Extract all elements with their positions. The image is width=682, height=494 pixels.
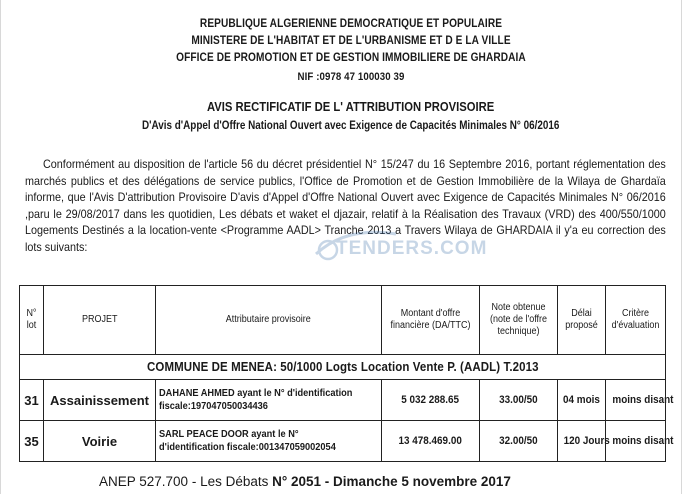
table-header-row	[20, 286, 666, 355]
attributaire-cell	[156, 380, 382, 421]
notice-body-text	[25, 156, 666, 255]
delai-value: 120 Jours	[563, 435, 610, 447]
header-nif: NIF :0978 47 100030 39	[297, 71, 405, 83]
delai-value: 04 mois	[563, 394, 600, 406]
commune-row	[20, 355, 666, 380]
projet-name: Assainissement	[44, 380, 156, 421]
montant-cell	[382, 380, 480, 421]
note-cell	[480, 380, 558, 421]
commune-label: COMMUNE DE MENEA: 50/1000 Logts Location Vente P. (AADL) T.2013	[146, 360, 539, 374]
lot-number: 35	[20, 421, 44, 462]
attributaire-line2: fiscale:197047050034436	[159, 400, 268, 412]
note-value: 33.00/50	[499, 394, 538, 406]
col-header-note: Note obtenue (note de l'offre technique)	[480, 286, 558, 355]
lots-table	[19, 285, 674, 462]
notice-subtitle	[41, 120, 661, 132]
attributaire-cell	[156, 421, 382, 462]
table-row	[20, 421, 666, 462]
montant-value: 13 478.469.00	[398, 435, 463, 447]
table-row	[20, 380, 666, 421]
header-line-republic: REPUBLIQUE ALGERIENNE DEMOCRATIQUE ET POPULAIRE	[199, 18, 503, 30]
commune-cell	[20, 355, 666, 380]
header-line-ministry: MINISTERE DE L'HABITAT ET DE L'URBANISME ET D E LA VILLE	[191, 35, 511, 47]
footer-source: ANEP 527.700 - Les Débats	[99, 474, 269, 489]
col-header-critere: Critère d'évaluation	[606, 286, 666, 355]
delai-cell	[558, 421, 610, 462]
footer-issue: N° 2051 - Dimanche 5 novembre 2017	[272, 474, 511, 489]
col-header-attributaire: Attributaire provisoire	[156, 286, 382, 355]
header-line-office: OFFICE DE PROMOTION ET DE GESTION IMMOBILIERE DE GHARDAIA	[176, 52, 526, 64]
notice-subtitle-text: D'Avis d'Appel d'Offre National Ouvert avec Exigence de Capacités Minimales N° 06/2016	[142, 120, 560, 132]
critere-value: moins disant	[612, 435, 674, 447]
col-header-projet: PROJET	[44, 286, 156, 355]
note-value: 32.00/50	[499, 435, 538, 447]
watermark-text: TENDERS.COM	[336, 238, 488, 259]
lot-number: 31	[20, 380, 44, 421]
attributaire-line1: SARL PEACE DOOR ayant le N°	[159, 428, 299, 440]
critere-value: moins disant	[612, 394, 674, 406]
attributaire-line1: DAHANE AHMED ayant le N° d'identification	[159, 387, 353, 399]
montant-cell	[382, 421, 480, 462]
critere-cell	[606, 421, 674, 462]
projet-name: Voirie	[44, 421, 156, 462]
critere-cell	[606, 380, 674, 421]
attributaire-line2: d'identification fiscale:001347059002054	[159, 441, 336, 453]
notice-title	[41, 100, 661, 114]
delai-cell	[558, 380, 606, 421]
col-header-lot: N° lot	[20, 286, 44, 355]
notice-body-content: Conformément au disposition de l'article 56 du décret présidentiel N° 15/247 du 16 Septembre 2016, portant réglementation des marchés publics et des délégations de service publics, l'Office de Promotion et de Gestion Immobilière de la Wilaya de Ghardaïa informe, que l'Avis D'attribution Provisoire D'avis d'Appel d'Offre National Ouvert avec Exigence de Capacités Minimales N° 06/2016 ,paru le 29/08/2017 dans les quotidien, Les débats et waket el djazair, relatif à la Réalisation des Travaux (VRD) des 400/550/1000 Logements Destinés a la location-vente <Programme AADL> Tranche 2013 a Travers Wilaya de GHARDAIA il y'a eu correction des lots suivants:	[25, 157, 666, 254]
col-header-montant: Montant d'offre financière (DA/TTC)	[382, 286, 480, 355]
note-cell	[480, 421, 558, 462]
publication-footer	[99, 474, 659, 489]
col-header-delai: Délai proposé	[558, 286, 606, 355]
montant-value: 5 032 288.65	[401, 394, 460, 406]
notice-title-text: AVIS RECTIFICATIF DE L' ATTRIBUTION PROVISOIRE	[207, 100, 495, 114]
